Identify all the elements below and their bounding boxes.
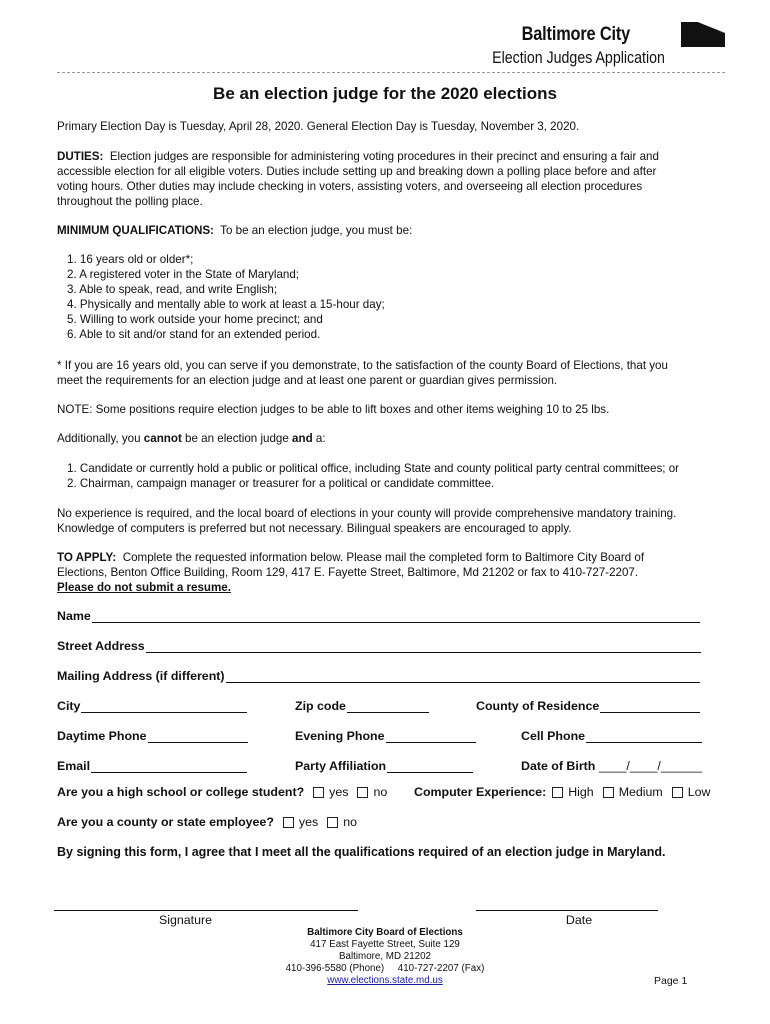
cannot-list (67, 461, 679, 491)
lift-note: NOTE: Some positions require election judges to be able to lift boxes and other items weighing 10 to 25 lbs. (57, 403, 610, 416)
dob-label: Date of Birth (521, 759, 596, 773)
computer-question-label: Computer Experience: (414, 785, 547, 799)
min-qual-list (67, 252, 385, 342)
employee-yes-label: yes (298, 815, 319, 829)
duties-label: DUTIES: (57, 150, 104, 163)
footer-address2: Baltimore, MD 21202 (338, 951, 432, 962)
min-qual-heading (57, 223, 737, 238)
street-field[interactable] (57, 639, 701, 653)
header-divider (57, 72, 725, 73)
mailing-input-line[interactable] (226, 670, 700, 683)
student-yes-checkbox[interactable] (313, 787, 324, 798)
county-field[interactable] (476, 699, 700, 713)
footnote-line: * If you are 16 years old, you can serve if you demonstrate, to the satisfaction of the county Board of Elections, that you (57, 359, 668, 372)
list-item: 4. Physically and mentally able to work at least a 15-hour day; (67, 298, 385, 311)
date-line[interactable] (476, 910, 658, 911)
student-question (57, 785, 387, 799)
name-field[interactable] (57, 609, 700, 623)
employee-yes-checkbox[interactable] (283, 817, 294, 828)
list-item: 1. Candidate or currently hold a public or political office, including State and county political party central committees; or (67, 462, 680, 475)
additionally-pre: Additionally, you (57, 432, 144, 445)
eve-phone-input-line[interactable] (386, 730, 476, 743)
name-input-line[interactable] (92, 610, 700, 623)
additionally-text (57, 431, 737, 446)
apply-line: Elections, Benton Office Building, Room 129, 417 E. Fayette Street, Baltimore, Md 21202 or fax to 410-727-2207. (57, 566, 639, 579)
city-field[interactable] (57, 699, 247, 713)
computer-medium-label: Medium (618, 785, 663, 799)
email-label: Email (57, 759, 91, 773)
duties-section (57, 149, 737, 209)
street-input-line[interactable] (146, 640, 701, 653)
dob-field[interactable] (521, 759, 702, 773)
party-field[interactable] (295, 759, 473, 773)
employee-no-checkbox[interactable] (327, 817, 338, 828)
zip-field[interactable] (295, 699, 429, 713)
no-resume-warning: Please do not submit a resume. (57, 581, 231, 594)
name-label: Name (57, 609, 91, 623)
min-qual-intro: To be an election judge, you must be: (220, 224, 413, 237)
page-title: Be an election judge for the 2020 elections (213, 84, 557, 103)
computer-medium-checkbox[interactable] (603, 787, 614, 798)
street-label: Street Address (57, 639, 145, 653)
mailing-label: Mailing Address (if different) (57, 669, 225, 683)
and-word: and (292, 432, 313, 445)
email-field[interactable] (57, 759, 247, 773)
additionally-post: a: (312, 432, 326, 445)
computer-low-label: Low (687, 785, 711, 799)
county-label: County of Residence (476, 699, 600, 713)
cell-phone-input-line[interactable] (586, 730, 702, 743)
dob-blank[interactable]: ____/____/______ (598, 759, 703, 773)
list-item: 6. Able to sit and/or stand for an extended period. (67, 328, 321, 341)
list-item: 2. A registered voter in the State of Maryland; (67, 268, 300, 281)
day-phone-input-line[interactable] (148, 730, 248, 743)
city-input-line[interactable] (81, 700, 247, 713)
training-note (57, 506, 747, 536)
day-phone-label: Daytime Phone (57, 729, 147, 743)
min-qual-label: MINIMUM QUALIFICATIONS: (57, 224, 214, 237)
eve-phone-field[interactable] (295, 729, 476, 743)
eve-phone-label: Evening Phone (295, 729, 385, 743)
county-input-line[interactable] (600, 700, 700, 713)
party-input-line[interactable] (387, 760, 473, 773)
duties-line: Election judges are responsible for administering voting procedures in their precinct and ensuring a fair and (109, 150, 659, 163)
apply-section (57, 550, 747, 595)
computer-high-checkbox[interactable] (552, 787, 563, 798)
cannot-word: cannot (143, 432, 182, 445)
footer-website-link[interactable]: www.elections.state.md.us (327, 975, 443, 986)
footnote (57, 358, 737, 388)
footer-org: Baltimore City Board of Elections (307, 927, 463, 938)
header-subtitle: Election Judges Application (492, 49, 665, 67)
email-input-line[interactable] (91, 760, 247, 773)
list-item: 2. Chairman, campaign manager or treasurer for a political or candidate committee. (67, 477, 495, 490)
duties-line: throughout the polling place. (57, 195, 203, 208)
corner-tab-graphic (681, 22, 725, 47)
party-label: Party Affiliation (295, 759, 387, 773)
mailing-field[interactable] (57, 669, 700, 683)
additionally-mid: be an election judge (181, 432, 293, 445)
student-no-checkbox[interactable] (357, 787, 368, 798)
agreement-statement: By signing this form, I agree that I meet all the qualifications required of an election judge in Maryland. (57, 845, 666, 859)
training-line: Knowledge of computers is preferred but not necessary. Bilingual speakers are encouraged to apply. (57, 522, 572, 535)
header-org: Baltimore City (521, 24, 630, 45)
signature-label: Signature (158, 913, 213, 927)
footer-phones: 410-396-5580 (Phone) 410-727-2207 (Fax) (285, 963, 485, 974)
duties-line: accessible election for all eligible voters. Duties include setting up and breaking down a polling place before and after (57, 165, 657, 178)
computer-question (414, 785, 711, 799)
computer-low-checkbox[interactable] (672, 787, 683, 798)
list-item: 5. Willing to work outside your home precinct; and (67, 313, 323, 326)
employee-question-label: Are you a county or state employee? (57, 815, 274, 829)
list-item: 1. 16 years old or older*; (67, 253, 194, 266)
computer-high-label: High (568, 785, 594, 799)
duties-line: voting hours. Other duties may include checking in voters, assisting voters, and overseeing all election procedures (57, 180, 643, 193)
day-phone-field[interactable] (57, 729, 248, 743)
apply-line: Complete the requested information below. Please mail the completed form to Baltimore City Board of (122, 551, 645, 564)
cell-phone-field[interactable] (521, 729, 702, 743)
city-label: City (57, 699, 81, 713)
list-item: 3. Able to speak, read, and write English; (67, 283, 278, 296)
cell-phone-label: Cell Phone (521, 729, 586, 743)
footnote-line: meet the requirements for an election judge and at least one parent or guardian gives permission. (57, 374, 558, 387)
election-dates: Primary Election Day is Tuesday, April 28, 2020. General Election Day is Tuesday, November 3, 2020. (57, 120, 580, 133)
footer-address1: 417 East Fayette Street, Suite 129 (310, 939, 460, 950)
employee-no-label: no (343, 815, 357, 829)
student-question-label: Are you a high school or college student? (57, 785, 305, 799)
employee-question (57, 815, 357, 829)
training-line: No experience is required, and the local board of elections in your county will provide comprehensive mandatory training. (57, 507, 677, 520)
student-yes-label: yes (329, 785, 349, 799)
zip-label: Zip code (295, 699, 346, 713)
page-number: Page 1 (654, 975, 688, 987)
signature-line[interactable] (54, 910, 358, 911)
zip-input-line[interactable] (347, 700, 429, 713)
student-no-label: no (373, 785, 388, 799)
apply-label: TO APPLY: (57, 551, 117, 564)
date-label: Date (565, 913, 593, 927)
